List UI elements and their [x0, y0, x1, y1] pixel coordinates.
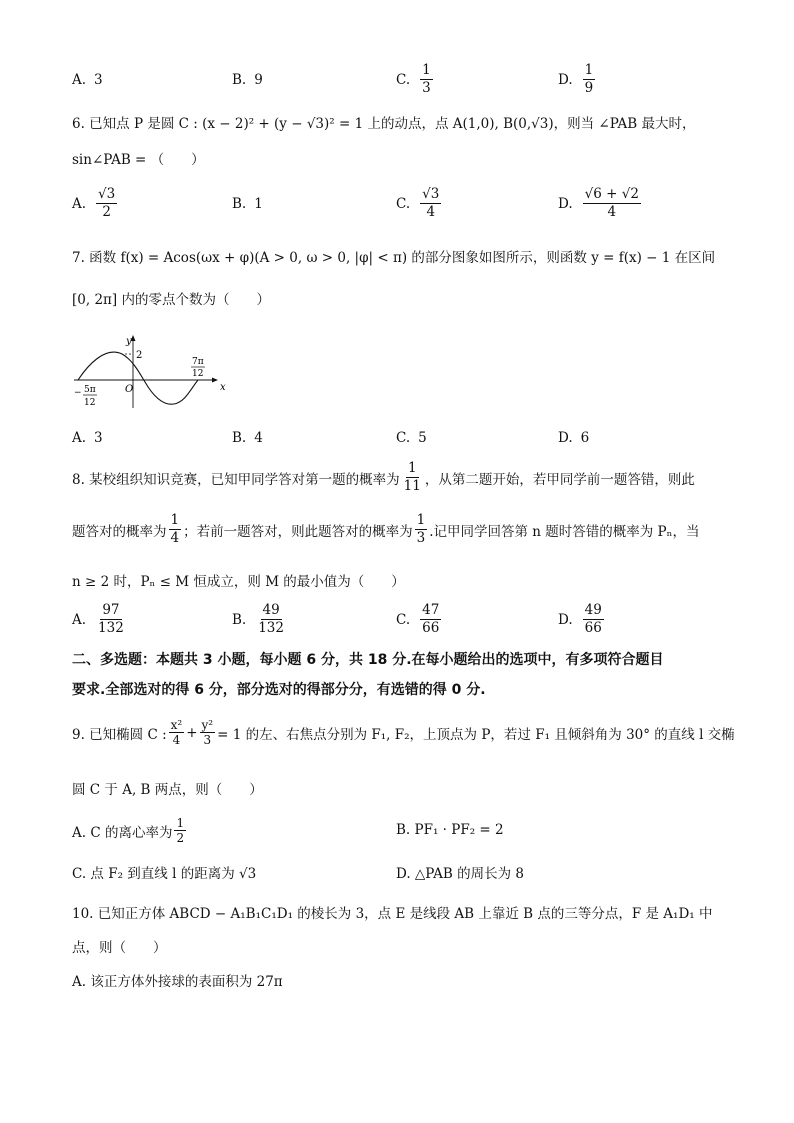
q6-option-d [558, 186, 643, 221]
fraction: $\frac{1}{9}$ [584, 62, 594, 96]
max-value-label: 2 [136, 350, 143, 361]
q6-option-c [396, 186, 443, 221]
fraction: $\frac{97}{132}$ [98, 602, 124, 636]
left-root-numerator: 5π [84, 385, 96, 395]
fraction: $\frac{1}{11}$ [403, 460, 421, 494]
option-label: A. [72, 72, 87, 88]
option-text: 4 [254, 430, 263, 446]
y-axis-label: y [126, 336, 132, 347]
option-text: 1 [254, 196, 263, 212]
fraction: $\frac{47}{66}$ [422, 602, 440, 636]
fraction: $\frac{√3}{4}$ [422, 186, 440, 220]
q9-option-a [72, 816, 188, 845]
option-label: D. [558, 195, 573, 212]
fraction: $\frac{1}{3}$ [416, 512, 426, 546]
option-text: 6 [580, 430, 590, 446]
stem-text: 8. 某校组织知识竞赛，已知甲同学答对第一题的概率为 [72, 471, 400, 488]
fraction: $\frac{49}{66}$ [584, 602, 602, 636]
option-text: 9 [254, 72, 263, 88]
fraction: $\frac{1}{4}$ [170, 512, 180, 546]
option-label: C. [396, 71, 411, 88]
option-label: C. [396, 430, 411, 446]
q7-function-graph [70, 330, 230, 410]
option-text: A. C 的离心率为 [72, 824, 173, 841]
x-axis-arrow-icon [212, 378, 218, 383]
q6-stem-line1: 6. 已知点 P 是圆 C : (x − 2)² + (y − √3)² = 1 上的动点，点 A(1,0), B(0,√3)，则当 ∠PAB 最大时， [72, 116, 696, 132]
fraction: $\frac{\text{x²}}{4}$ [170, 718, 183, 747]
stem-text: ，从第二题开始，若甲同学前一题答错，则此 [424, 471, 695, 488]
stem-text: ；若前一题答对，则此题答对的概率为 [183, 523, 413, 540]
option-label: A. [72, 430, 87, 446]
stem-text: 9. 已知椭圆 C : [72, 726, 167, 743]
q9-option-b: B. PF₁ · PF₂ = 2 [396, 822, 504, 838]
option-label: B. [232, 430, 247, 446]
option-label: C. [396, 611, 411, 628]
q9-stem-line2: 圆 C 于 A, B 两点，则（ ） [72, 782, 263, 798]
q7-stem-line1: 7. 函数 f(x) = Acos(ωx + φ)(A > 0, ω > 0, |φ| < π) 的部分图象如图所示，则函数 y = f(x) − 1 在区间 [72, 250, 716, 266]
fraction: $\frac{1}{2}$ [176, 816, 185, 845]
q9-stem-line1 [72, 718, 735, 747]
q7-stem-line2: [0, 2π] 内的零点个数为（ ） [72, 292, 270, 308]
origin-label: O [125, 384, 134, 395]
q10-stem-line2: 点，则（ ） [72, 940, 167, 956]
x-axis-label: x [220, 382, 226, 393]
option-label: B. [232, 196, 247, 212]
q10-stem-line1: 10. 已知正方体 ABCD − A₁B₁C₁D₁ 的棱长为 3，点 E 是线段 AB 上靠近 B 点的三等分点，F 是 A₁D₁ 中 [72, 906, 713, 922]
stem-text: 题答对的概率为 [72, 523, 167, 540]
option-label: D. [558, 71, 573, 88]
q8-stem-line1 [72, 460, 695, 495]
fraction: $\frac{√6 + √2}{4}$ [584, 186, 639, 220]
q10-option-a: A. 该正方体外接球的表面积为 27π [72, 974, 283, 990]
option-label: C. [396, 195, 411, 212]
q8-stem-line2 [72, 512, 699, 547]
option-label: D. [558, 430, 573, 446]
section2-heading-line1: 二、多选题：本题共 3 小题，每小题 6 分，共 18 分.在每小题给出的选项中，有多项符合题目 [72, 652, 664, 668]
q6-stem-line2: sin∠PAB = （ ） [72, 152, 205, 168]
q8-option-d [558, 602, 606, 637]
option-label: B. [232, 611, 247, 628]
plus-sign: + [186, 724, 198, 741]
q7-option-c [396, 430, 427, 446]
option-text: 5 [418, 430, 427, 446]
q5-option-c [396, 62, 435, 97]
q5-option-d [558, 62, 597, 97]
q8-option-a [72, 602, 128, 637]
q6-option-b [232, 196, 263, 212]
q5-option-b [232, 72, 263, 88]
option-label: B. [232, 72, 247, 88]
option-label: A. [72, 195, 87, 212]
q8-stem-line3: n ≥ 2 时，Pₙ ≤ M 恒成立，则 M 的最小值为（ ） [72, 574, 405, 590]
right-root-denominator: 12 [192, 369, 204, 379]
q8-option-c [396, 602, 443, 637]
q7-option-a [72, 430, 103, 446]
q9-option-d: D. △PAB 的周长为 8 [396, 866, 524, 882]
fraction: $\frac{49}{132}$ [258, 602, 284, 636]
q9-option-c: C. 点 F₂ 到直线 l 的距离为 √3 [72, 866, 257, 882]
q7-option-d [558, 430, 589, 446]
stem-text: .记甲同学回答第 n 题时答错的概率为 Pₙ，当 [429, 523, 700, 540]
option-label: D. [558, 611, 573, 628]
section2-heading-line2: 要求.全部选对的得 6 分，部分选对的得部分分，有选错的得 0 分. [72, 682, 486, 698]
right-root-numerator: 7π [192, 357, 204, 367]
fraction: $\frac{1}{3}$ [422, 62, 431, 96]
fraction: $\frac{\text{y²}}{3}$ [201, 718, 214, 747]
left-root-sign: − [74, 388, 82, 398]
q5-option-a [72, 72, 103, 88]
stem-text: = 1 的左、右焦点分别为 F₁, F₂，上顶点为 P，若过 F₁ 且倾斜角为 30° 的直线 l 交椭 [217, 726, 735, 743]
q7-option-b [232, 430, 263, 446]
option-label: A. [72, 611, 87, 628]
q8-option-b [232, 602, 288, 637]
option-text: 3 [94, 72, 103, 88]
option-text: 3 [94, 430, 103, 446]
fraction: $\frac{√3}{2}$ [98, 186, 116, 220]
left-root-denominator: 12 [84, 398, 96, 408]
q6-option-a [72, 186, 119, 221]
